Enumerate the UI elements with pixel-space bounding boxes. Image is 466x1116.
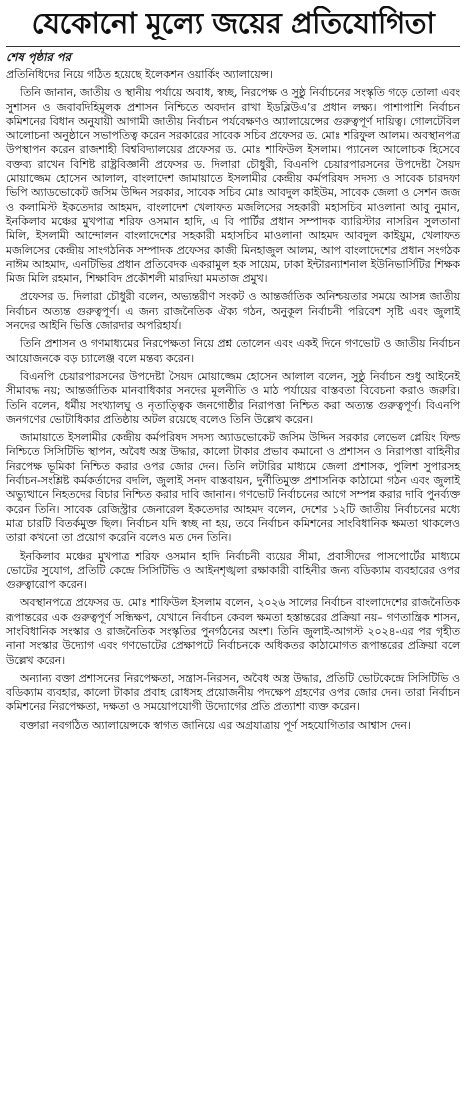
paragraph: জামায়াতে ইসলামীর কেন্দ্রীয় কর্মপরিষদ সদস্য অ্যাডভোকেট জসিম উদ্দিন সরকার লেভেল প্লেয়িং ফিল্ড নিশ্চিতে সিসিটিভি স্থাপন, অবৈধ অস্ত্র উদ্ধার, কালো টাকার প্রভাব কমানো ও প্রশাসন ও নিরাপত্তা বাহিনীর নিরপেক্ষ ভূমিকা নিশ্চিত করার ওপর জোর দেন। তিনি লটারির মাধ্যমে জেলা প্রশাসক, পুলিশ সুপারসহ নির্বাচন-সংশ্লিষ্ট কর্মকর্তাদের বদলি, জুলাই সনদ বাস্তবায়ন, দুর্নীতিমুক্ত প্রশাসনিক কাঠামো গঠন এবং জুলাই অভ্যুত্থানে নিহতদের বিচার নিশ্চিত করার দাবি জানান। গণভোট নির্বাচনের আগে সম্পন্ন করার দাবি পুনর্ব্যক্ত করেন তিনি। সাবেক রেজিস্ট্রার জেনারেল ইকতেদার আহমদ বলেন, দেশের ১২টি জাতীয় নির্বাচনের মধ্যে মাত্র চারটি বিতর্কমুক্ত ছিল। নির্বাচন যদি স্বচ্ছ না হয়, তবে নির্বাচন কমিশনের সাংবিধানিক ক্ষমতা থাকলেও তারা কখনো তা প্রয়োগ করেনি বলেও মত দেন তিনি।: [6, 431, 460, 545]
paragraph: অবস্থানপত্রে প্রফেসর ড. মোঃ শাফিউল ইসলাম বলেন, ২০২৬ সালের নির্বাচন বাংলাদেশের রাজনৈতিক রূপান্তরের এক গুরুত্বপূর্ণ সন্ধিক্ষণ, যেখানে নির্বাচন কেবল ক্ষমতা হস্তান্তরের প্রক্রিয়া নয়– গণতান্ত্রিক শাসন, সাংবিধানিক সংস্কার ও রাজনৈতিক সংস্কৃতির পুনর্গঠনের অংশ। তিনি জুলাই-আগস্ট ২০২৪-এর পর গৃহীত নানা সংস্কার উদ্যোগ এবং গণভোটের প্রেক্ষাপটে নির্বাচনকে অধিকতর কাঠামোগত রূপান্তরের প্রক্রিয়া বলে উল্লেখ করেন।: [6, 596, 460, 667]
paragraph: তিনি প্রশাসন ও গণমাধ্যমের নিরপেক্ষতা নিয়ে প্রশ্ন তোলেন এবং একই দিনে গণভোট ও জাতীয় নির্বাচন আয়োজনকে বড় চ্যালেঞ্জ বলে মন্তব্য করেন।: [6, 337, 460, 365]
continued-from-label: শেষ পৃষ্ঠার পর: [6, 50, 71, 64]
article-body: [6, 68, 460, 733]
headline-divider: [6, 46, 460, 47]
paragraph: প্রতিনিধিদের নিয়ে গঠিত হয়েছে ইলেকশন ওয়ার্কিং অ্যালায়েন্স।: [6, 68, 273, 81]
paragraph: তিনি জানান, জাতীয় ও স্থানীয় পর্যায়ে অবাধ, স্বচ্ছ, নিরপেক্ষ ও সুষ্ঠু নির্বাচনের সংস্কৃতি গড়ে তোলা এবং সুশাসন ও জবাবদিহিমূলক প্রশাসন নিশ্চিতে অবদান রাখা ইডব্লিউএ’র প্রধান লক্ষ্য। পাশাপাশি নির্বাচন কমিশনের বিধান অনুযায়ী আগামী জাতীয় নির্বাচন পর্যবেক্ষণও অ্যালায়েন্সের গুরুত্বপূর্ণ দায়িত্ব। গোলটেবিল আলোচনা অনুষ্ঠানে সভাপতিত্ব করেন সরকারের সাবেক সচিব প্রফেসর ড. মোঃ শরিফুল আলম। অবস্থানপত্র উপস্থাপন করেন রাজশাহী বিশ্ববিদ্যালয়ের প্রফেসর ড. মোঃ শাফিউল ইসলাম। প্যানেল আলোচক হিসেবে বক্তব্য রাখেন বিশিষ্ট রাষ্ট্রবিজ্ঞানী প্রফেসর ড. দিলারা চৌধুরী, বিএনপি চেয়ারপারসনের উপদেষ্টা সৈয়দ মোয়াজ্জেম হোসেন আলাল, বাংলাদেশ জামায়াতে ইসলামীর কেন্দ্রীয় কর্মপরিষদ সদস্য ও সাবেক চারদফা ভিপি অ্যাডভোকেট জসিম উদ্দিন সরকার, সাবেক সচিব মোঃ আবদুল কাইউম, সাবেক জেলা ও সেশন জজ ও কলামিস্ট ইকতেদার আহমদ, বাংলাদেশ খেলাফত মজলিসের সহকারী মহাসচিব মাওলানা আবু নুমান, ইনকিলাব মঞ্চের মুখপাত্র শরিফ ওসমান হাদি, এ বি পার্টির প্রধান সম্পাদক ব্যারিস্টার নাসরিন সুলতানা মিলি, ইসলামী আন্দোলন বাংলাদেশের সহকারী মহাসচিব মাওলানা আহমদ আবদুল কাইয়ুম, খেলাফত মজলিসের কেন্দ্রীয় সাংগঠনিক সম্পাদক প্রফেসর কাজী মিনহাজুল আলম, আপ বাংলাদেশের প্রধান সংগঠক নাঈম আহমাদ, এনটিভির প্রধান প্রতিবেদক একরামুল হক সায়েম, ঢাকা ইন্টারন্যাশনাল ইউনিভার্সিটির শিক্ষক মিজ মিলি রহমান, শিক্ষাবিদ প্রকৌশলী মারদিয়া মমতাজ প্রমুখ।: [6, 86, 460, 286]
paragraph: প্রফেসর ড. দিলারা চৌধুরী বলেন, অভ্যন্তরীণ সংকট ও আন্তর্জাতিক অনিশ্চয়তার সময়ে আসন্ন জাতীয় নির্বাচন অত্যন্ত গুরুত্বপূর্ণ। এ জন্য রাজনৈতিক ঐক্য গঠন, অনুকূল নির্বাচনী পরিবেশ সৃষ্টি এবং জুলাই সনদের আইনি ভিত্তি জোরদার অপরিহার্য।: [6, 290, 460, 333]
paragraph: ইনকিলাব মঞ্চের মুখপাত্র শরিফ ওসমান হাদি নির্বাচনী ব্যয়ের সীমা, প্রবাসীদের পাসপোর্টের মাধ্যমে ভোটের সুযোগ, প্রতিটি কেন্দ্রে সিসিটিভি ও আইনশৃঙ্খলা রক্ষাকারী বাহিনীর জন্য বডিক্যাম ব্যবহারের ওপর গুরুত্বারোপ করেন।: [6, 549, 460, 592]
article-headline: যেকোনো মূল্যে জয়ের প্রতিযোগিতা: [31, 6, 435, 40]
paragraph: বক্তারা নবগঠিত অ্যালায়েন্সকে স্বাগত জানিয়ে এর অগ্রযাত্রায় পূর্ণ সহযোগিতার আশ্বাস দেন।: [20, 718, 411, 732]
paragraph: বিএনপি চেয়ারপারসনের উপদেষ্টা সৈয়দ মোয়াজ্জেম হোসেন আলাল বলেন, সুষ্ঠু নির্বাচন শুধু আইনেই সীমাবদ্ধ নয়; আন্তর্জাতিক মানবাধিকার সনদের মূলনীতি ও মাঠ পর্যায়ের বাস্তবতা বিবেচনা করাও জরুরি। তিনি বলেন, ধর্মীয় সংখ্যালঘু ও নৃতাত্ত্বিক জনগোষ্ঠীর নিরাপত্তা নিশ্চিত করা অত্যন্ত গুরুত্বপূর্ণ। বিএনপি জনগণের ভোটাধিকার প্রতিষ্ঠায় অটল রয়েছে বলেও তিনি উল্লেখ করেন।: [6, 369, 460, 426]
paragraph: অন্যান্য বক্তা প্রশাসনের নিরপেক্ষতা, সন্ত্রাস-নিরসন, অবৈধ অস্ত্র উদ্ধার, প্রতিটি ভোটকেন্দ্রে সিসিটিভি ও বডিক্যাম ব্যবহার, কালো টাকার প্রবাহ রোধসহ প্রয়োজনীয় পদক্ষেপ গ্রহণের ওপর জোর দেন। তারা নির্বাচন কমিশনের নিরপেক্ষতা, দক্ষতা ও সময়োপযোগী উদ্যোগের প্রতি প্রত্যাশা ব্যক্ত করেন।: [6, 671, 460, 714]
